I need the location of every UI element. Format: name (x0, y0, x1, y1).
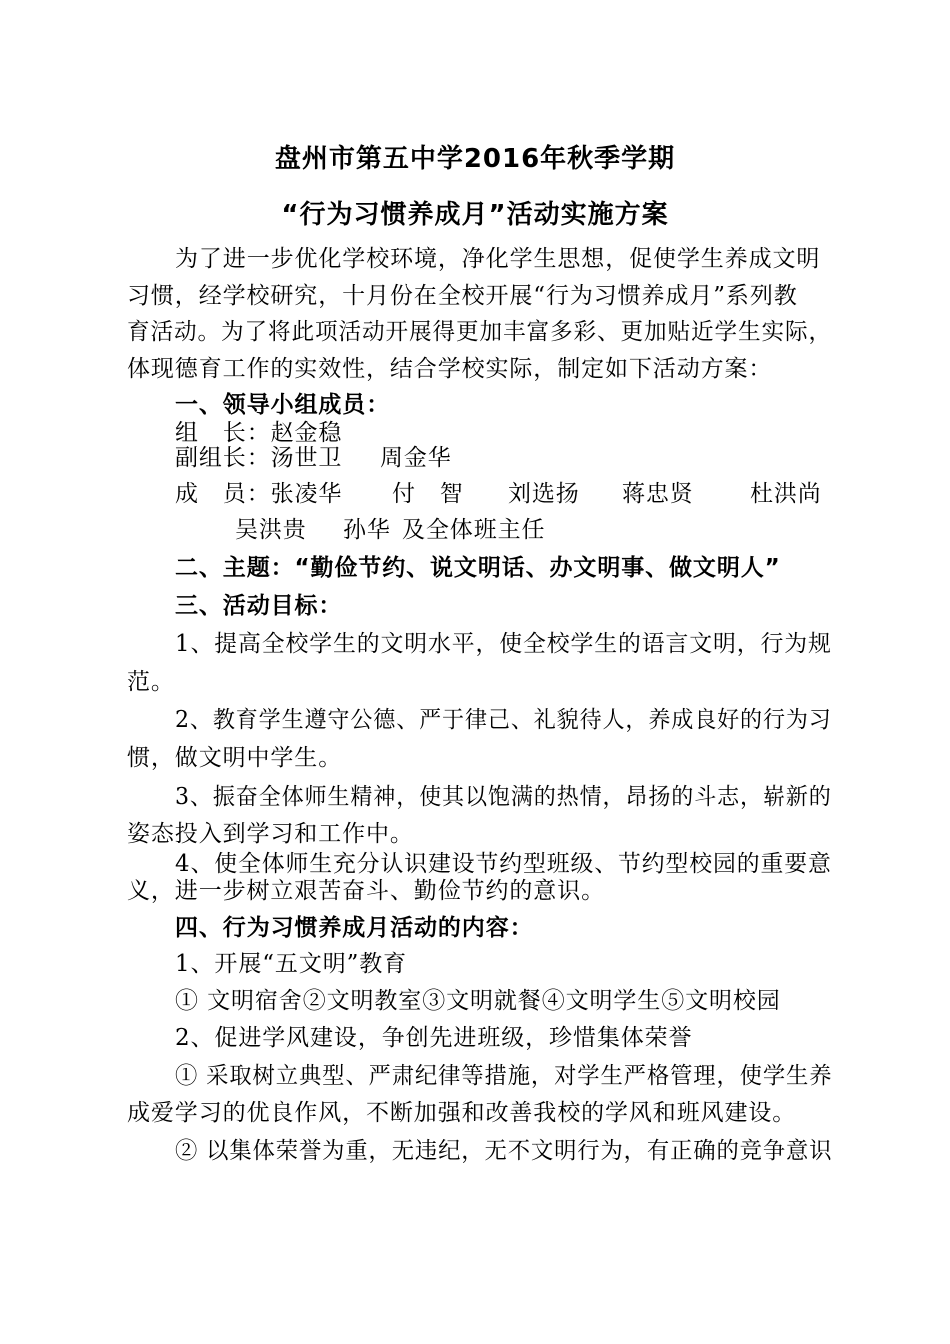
content-item-2a-line-2: 成爱学习的优良作风，不断加强和改善我校的学风和班风建设。 (127, 1100, 797, 1126)
member-name: 杜洪尚 (750, 481, 822, 507)
intro-line-3: 育活动。为了将此项活动开展得更加丰富多彩、更加贴近学生实际， (127, 319, 833, 345)
section-4-heading: 四、行为习惯养成月活动的内容： (175, 915, 534, 941)
content-item-2: 2、促进学风建设，争创先进班级，珍惜集体荣誉 (175, 1025, 693, 1051)
intro-line-4: 体现德育工作的实效性，结合学校实际，制定如下活动方案： (127, 356, 773, 382)
intro-line-1: 为了进一步优化学校环境，净化学生思想，促使学生养成文明 (175, 246, 821, 272)
goal-2-line-1: 2、教育学生遵守公德、严于律己、礼貌待人，养成良好的行为习 (175, 707, 832, 733)
member-name: 蒋忠贤 (622, 481, 694, 507)
goal-3-line-2: 姿态投入到学习和工作中。 (127, 821, 414, 847)
goal-4-line-1: 4、使全体师生充分认识建设节约型班级、节约型校园的重要意 (175, 851, 832, 877)
content-item-2b-line-1: ② 以集体荣誉为重，无违纪，无不文明行为，有正确的竞争意识 (175, 1138, 833, 1164)
content-item-1: 1、开展“五文明”教育 (175, 951, 408, 977)
deputy-leader-1: 副组长：汤世卫 (175, 445, 343, 471)
goal-1-line-1: 1、提高全校学生的文明水平，使全校学生的语言文明，行为规 (175, 631, 832, 657)
document-title-line-2: “行为习惯养成月”活动实施方案 (281, 200, 669, 230)
section-1-heading: 一、领导小组成员： (175, 392, 391, 418)
member-name: 吴洪贵 (235, 517, 307, 543)
member-name: 刘选扬 (508, 481, 580, 507)
member-name: 孙华 (343, 517, 391, 543)
goal-3-line-1: 3、振奋全体师生精神，使其以饱满的热情，昂扬的斗志，崭新的 (175, 784, 832, 810)
content-item-1-detail: ① 文明宿舍②文明教室③文明就餐④文明学生⑤文明校园 (175, 988, 781, 1014)
deputy-leader-2: 周金华 (380, 445, 452, 471)
section-3-heading: 三、活动目标： (175, 593, 343, 619)
section-2-heading: 二、主题：“勤俭节约、说文明话、办文明事、做文明人” (175, 555, 781, 581)
goal-2-line-2: 惯，做文明中学生。 (127, 745, 343, 771)
members-label: 成 员：张凌华 (175, 481, 343, 507)
member-name: 及全体班主任 (402, 517, 546, 543)
goal-4-line-2: 义，进一步树立艰苦奋斗、勤俭节约的意识。 (127, 878, 605, 904)
leader-line: 组 长：赵金稳 (175, 420, 343, 446)
intro-line-2: 习惯，经学校研究，十月份在全校开展“行为习惯养成月”系列教 (127, 283, 798, 309)
member-name: 付 智 (392, 481, 464, 507)
content-item-2a-line-1: ① 采取树立典型、严肃纪律等措施，对学生严格管理，使学生养 (175, 1063, 833, 1089)
document-title-line-1: 盘州市第五中学2016年秋季学期 (274, 144, 676, 174)
goal-1-line-2: 范。 (127, 669, 175, 695)
